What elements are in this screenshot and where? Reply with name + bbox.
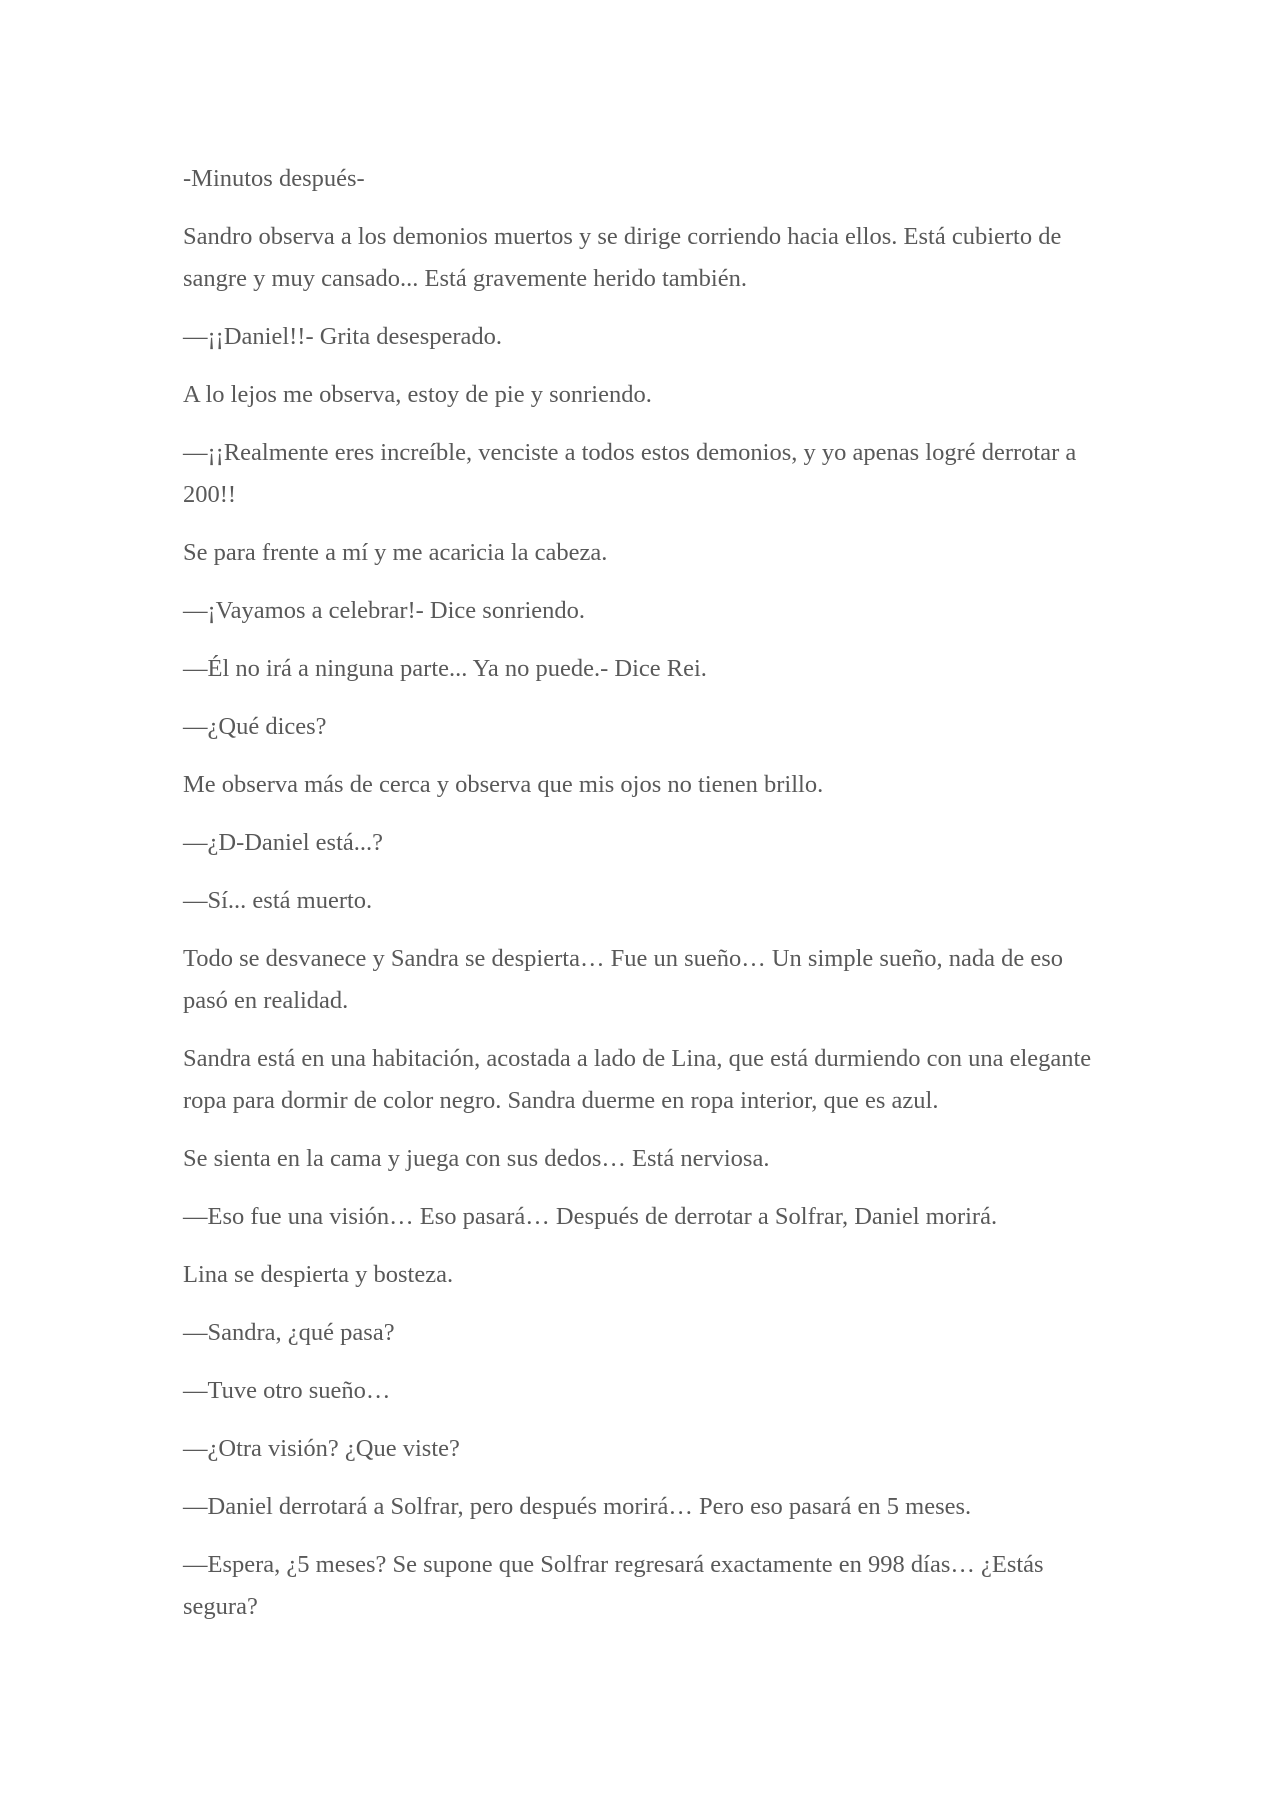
paragraph: Me observa más de cerca y observa que mis ojos no tienen brillo.: [183, 771, 824, 798]
paragraph: —¡Vayamos a celebrar!- Dice sonriendo.: [183, 597, 586, 624]
paragraph: Lina se despierta y bosteza.: [183, 1261, 454, 1288]
paragraph: —Tuve otro sueño…: [183, 1377, 391, 1404]
paragraph: Todo se desvanece y Sandra se despierta… Fue un sueño… Un simple sueño, nada de eso pasó en realidad.: [183, 945, 1064, 1014]
document-body: [183, 158, 1103, 1644]
paragraph: Se para frente a mí y me acaricia la cabeza.: [183, 539, 608, 566]
paragraph: —Daniel derrotará a Solfrar, pero después morirá… Pero eso pasará en 5 meses.: [183, 1493, 972, 1520]
paragraph: —¡¡Realmente eres increíble, venciste a todos estos demonios, y yo apenas logré derrotar a 200!!: [183, 439, 1077, 508]
paragraph: Sandro observa a los demonios muertos y se dirige corriendo hacia ellos. Está cubierto de sangre y muy cansado... Está gravemente herido también.: [183, 223, 1062, 292]
paragraph: A lo lejos me observa, estoy de pie y sonriendo.: [183, 381, 652, 408]
paragraph: —Espera, ¿5 meses? Se supone que Solfrar regresará exactamente en 998 días… ¿Estás segura?: [183, 1551, 1044, 1620]
paragraph: -Minutos después-: [183, 165, 365, 192]
paragraph: —Eso fue una visión… Eso pasará… Después de derrotar a Solfrar, Daniel morirá.: [183, 1203, 998, 1230]
paragraph: —Sí... está muerto.: [183, 887, 373, 914]
paragraph: —¿D-Daniel está...?: [183, 829, 383, 856]
paragraph: Sandra está en una habitación, acostada a lado de Lina, que está durmiendo con una elegante ropa para dormir de color negro. Sandra duerme en ropa interior, que es azul.: [183, 1045, 1092, 1114]
paragraph: —Él no irá a ninguna parte... Ya no puede.- Dice Rei.: [183, 655, 707, 682]
paragraph: —¡¡Daniel!!- Grita desesperado.: [183, 323, 503, 350]
paragraph: —Sandra, ¿qué pasa?: [183, 1319, 395, 1346]
paragraph: —¿Otra visión? ¿Que viste?: [183, 1435, 460, 1462]
paragraph: Se sienta en la cama y juega con sus dedos… Está nerviosa.: [183, 1145, 770, 1172]
paragraph: —¿Qué dices?: [183, 713, 327, 740]
